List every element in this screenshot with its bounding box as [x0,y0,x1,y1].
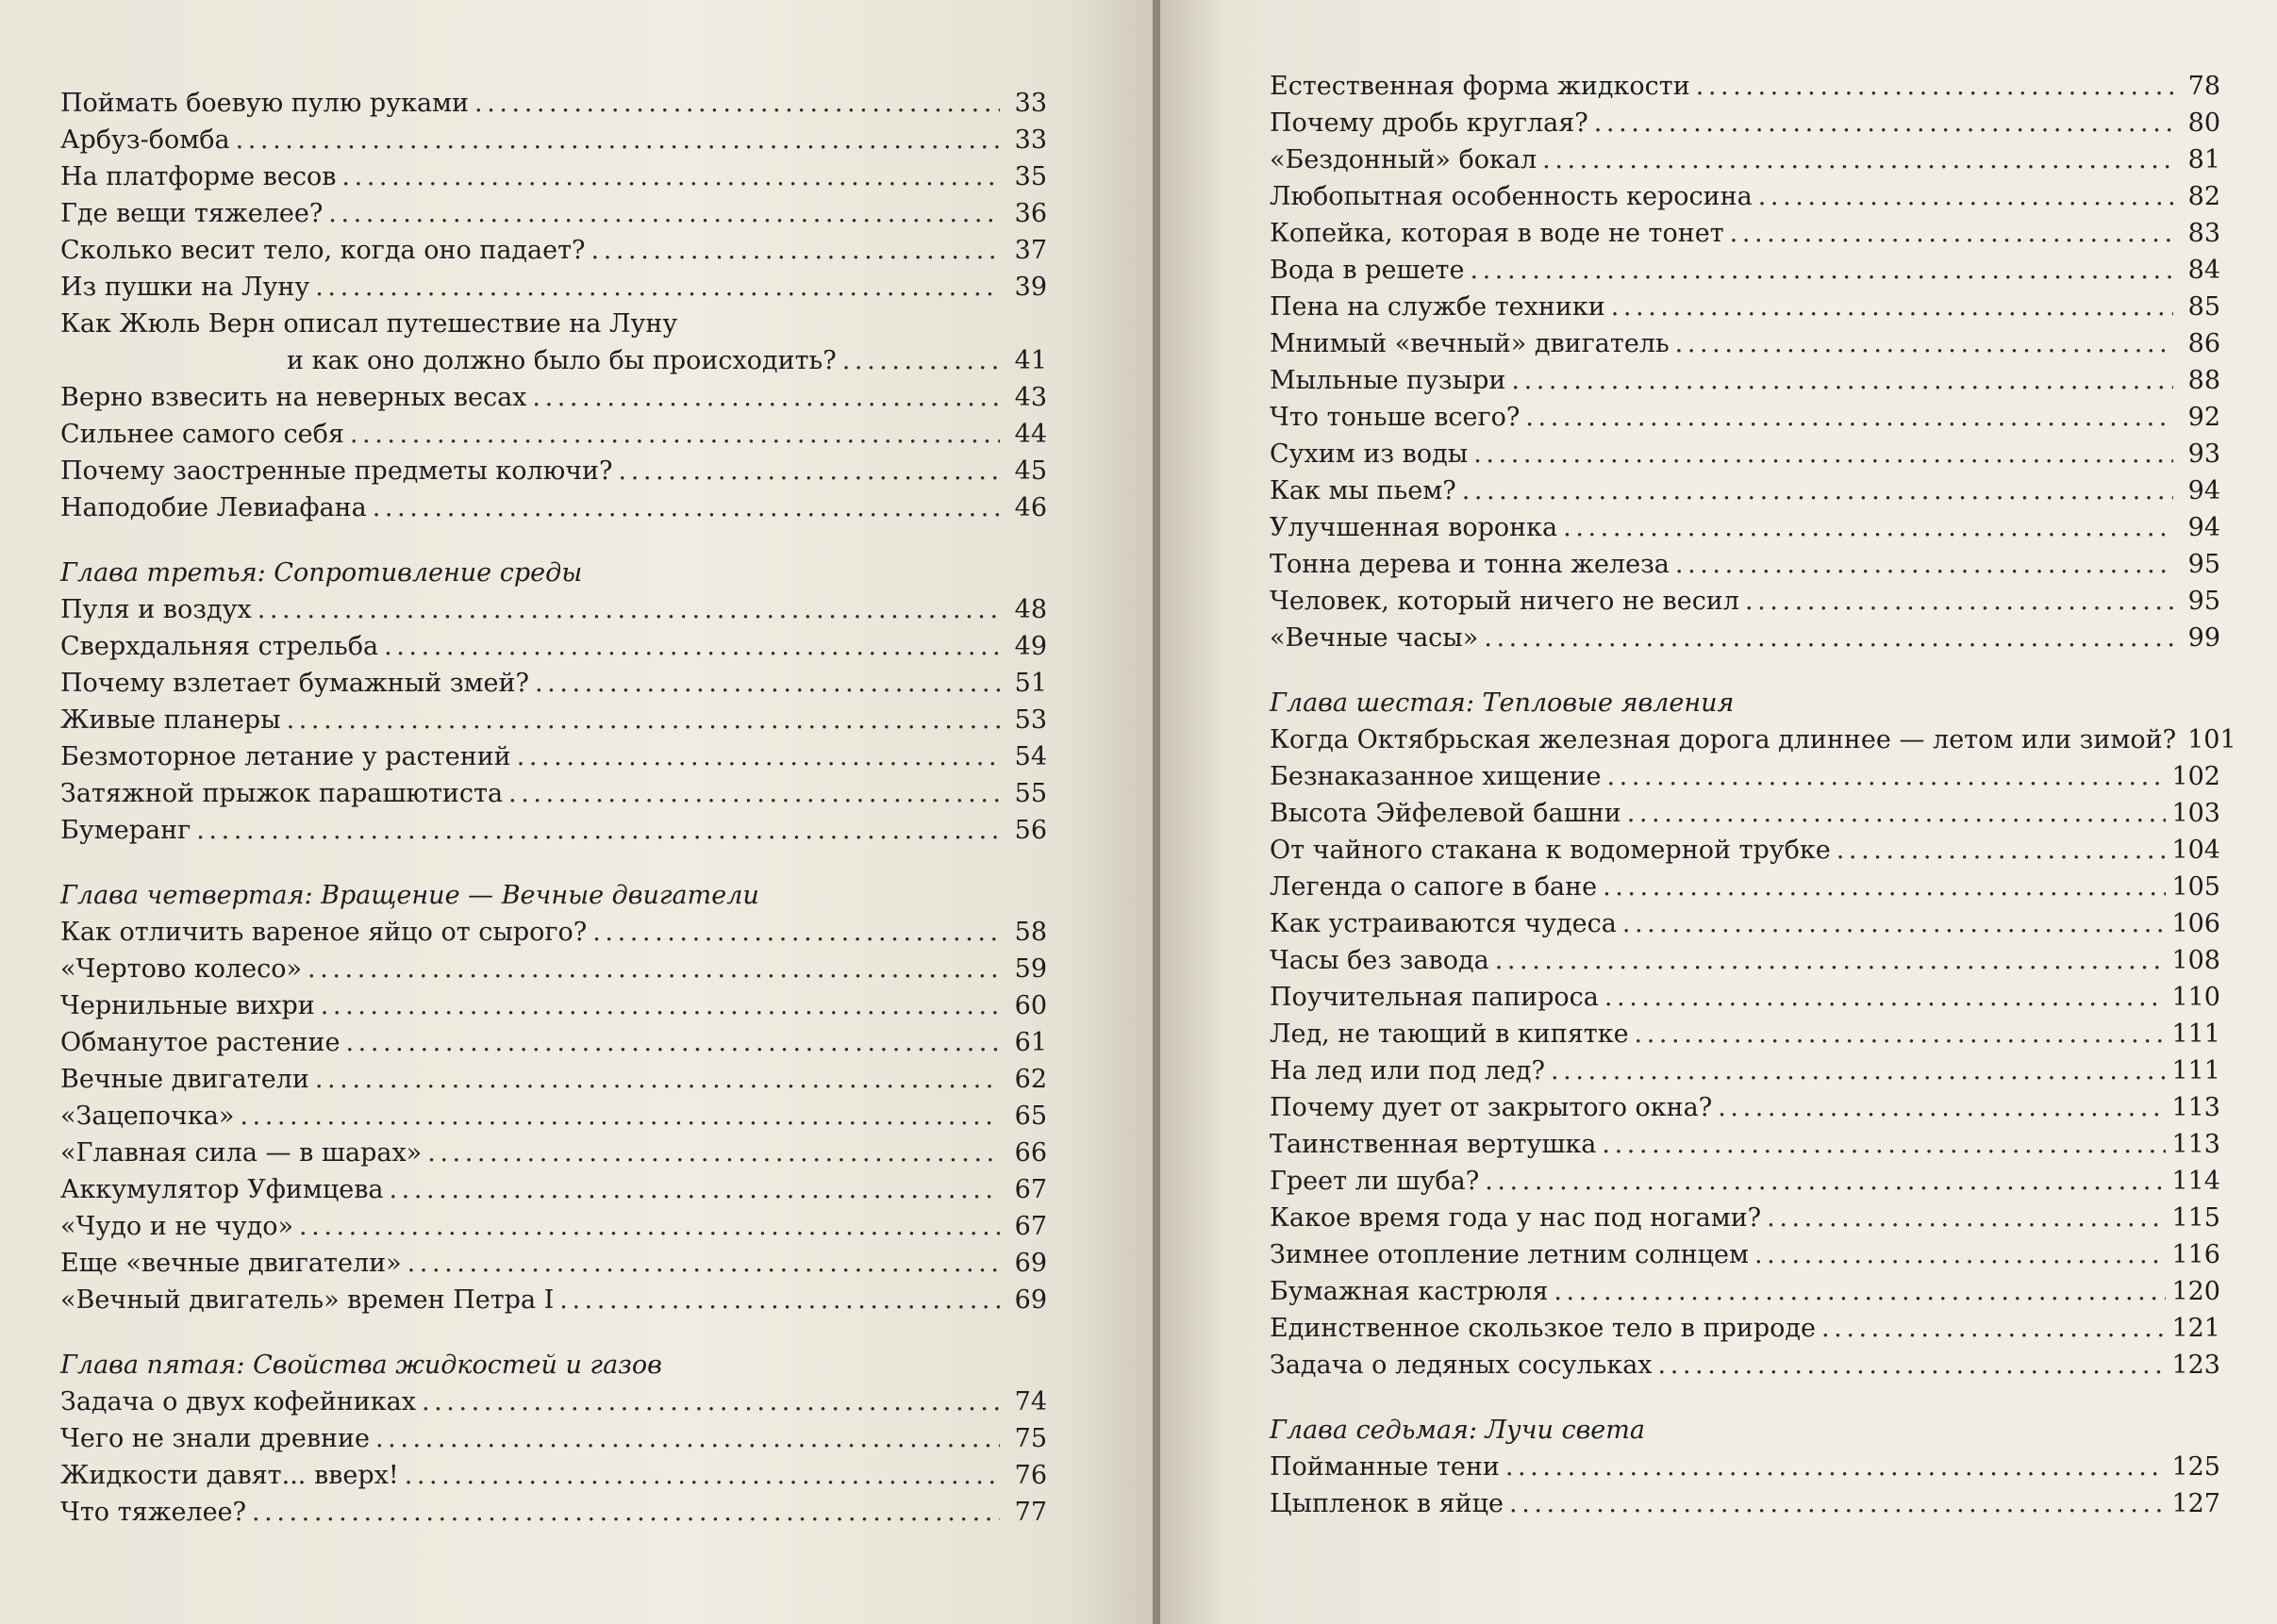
chapter-heading: Глава третья: Сопротивление среды [60,558,583,588]
toc-list-left-a [60,85,1047,526]
toc-entry[interactable]: Жидкости давят... вверх! . . . 76 [60,1457,1047,1494]
toc-entry[interactable]: «Чертово колесо» . . . 59 [60,951,1047,987]
toc-list-chapter5 [60,1384,1047,1531]
toc-entry[interactable]: Бумеранг . . . 56 [60,812,1047,849]
toc-entry[interactable]: Зимнее отопление летним солнцем . . . 116 [1270,1236,2220,1273]
toc-entry[interactable]: Мнимый «вечный» двигатель . . . 86 [1270,325,2220,362]
toc-entry[interactable]: Единственное скользкое тело в природе . . . 121 [1270,1310,2220,1347]
toc-entry[interactable]: Аккумулятор Уфимцева . . . 67 [60,1171,1047,1208]
toc-entry-jules-verne-line1[interactable]: Как Жюль Верн описал путешествие на Луну [60,309,678,339]
toc-entry[interactable]: Как мы пьем? . . . 94 [1270,472,2220,509]
chapter-heading: Глава четвертая: Вращение — Вечные двигатели [60,881,759,910]
toc-entry[interactable]: Чернильные вихри . . . 60 [60,987,1047,1024]
toc-entry[interactable]: Когда Октябрьская железная дорога длиннее — летом или зимой? 101 [1270,725,2236,754]
toc-entry[interactable]: Бумажная кастрюля . . . 120 [1270,1273,2220,1310]
toc-entry-jules-verne-line2[interactable]: и как оно должно было бы происходить? . . . 41 [60,342,1047,379]
toc-entry[interactable]: Пуля и воздух . . . 48 [60,591,1047,628]
toc-entry[interactable]: От чайного стакана к водомерной трубке . . . 104 [1270,832,2220,869]
toc-entry[interactable]: Какое время года у нас под ногами? . . . 115 [1270,1200,2220,1236]
toc-entry[interactable]: Что тяжелее? . . . 77 [60,1494,1047,1531]
toc-entry[interactable]: Затяжной прыжок парашютиста . . . 55 [60,775,1047,812]
toc-entry[interactable]: Сильнее самого себя . . . 44 [60,416,1047,453]
toc-entry[interactable]: Безмоторное летание у растений . . . 54 [60,738,1047,775]
toc-entry[interactable]: Таинственная вертушка . . . 113 [1270,1126,2220,1163]
toc-entry[interactable]: «Вечный двигатель» времен Петра I . . . 69 [60,1282,1047,1318]
toc-entry[interactable]: Чего не знали древние . . . 75 [60,1420,1047,1457]
toc-entry[interactable]: Высота Эйфелевой башни . . . 103 [1270,795,2220,832]
toc-entry[interactable]: Задача о ледяных сосульках . . . 123 [1270,1347,2220,1384]
toc-entry[interactable]: Как устраиваются чудеса . . . 106 [1270,905,2220,942]
toc-list-chapter6 [1270,721,2236,1384]
toc-entry[interactable]: Мыльные пузыри . . . 88 [1270,362,2220,399]
toc-entry[interactable]: Почему дробь круглая? . . . 80 [1270,105,2220,141]
toc-list-chapter3 [60,591,1047,849]
toc-entry[interactable]: Наподобие Левиафана . . . 46 [60,489,1047,526]
toc-entry[interactable]: «Зацепочка» . . . 65 [60,1098,1047,1135]
right-page [1160,0,2277,1624]
book-gutter [1153,0,1160,1624]
toc-entry[interactable]: Верно взвесить на неверных весах . . . 43 [60,379,1047,416]
toc-entry[interactable]: Часы без завода . . . 108 [1270,942,2220,979]
toc-entry[interactable]: Где вещи тяжелее? . . . 36 [60,195,1047,232]
toc-entry[interactable]: Почему заостренные предметы колючи? . . . 45 [60,453,1047,489]
toc-entry[interactable]: «Чудо и не чудо» . . . 67 [60,1208,1047,1245]
toc-entry[interactable]: Поймать боевую пулю руками . . . 33 [60,85,1047,122]
toc-entry[interactable]: На платформе весов . . . 35 [60,158,1047,195]
toc-entry[interactable]: Как отличить вареное яйцо от сырого? . . . 58 [60,914,1047,951]
toc-entry[interactable]: Поучительная папироса . . . 110 [1270,979,2220,1016]
toc-entry[interactable]: Пойманные тени . . . 125 [1270,1449,2220,1485]
toc-entry[interactable]: Безнаказанное хищение . . . 102 [1270,758,2220,795]
toc-entry[interactable]: Сколько весит тело, когда оно падает? . . . 37 [60,232,1047,269]
toc-entry[interactable]: Цыпленок в яйце . . . 127 [1270,1485,2220,1522]
toc-entry[interactable]: Вода в решете . . . 84 [1270,252,2220,289]
toc-entry[interactable]: Человек, который ничего не весил . . . 95 [1270,583,2220,620]
toc-entry[interactable]: Почему дует от закрытого окна? . . . 113 [1270,1089,2220,1126]
toc-entry[interactable]: Что тоньше всего? . . . 92 [1270,399,2220,436]
toc-list-chapter7 [1270,1449,2220,1522]
toc-entry[interactable]: Улучшенная воронка . . . 94 [1270,509,2220,546]
toc-entry[interactable]: «Бездонный» бокал . . . 81 [1270,141,2220,178]
toc-entry[interactable]: Легенда о сапоге в бане . . . 105 [1270,869,2220,905]
toc-entry[interactable]: Копейка, которая в воде не тонет . . . 83 [1270,215,2220,252]
toc-entry[interactable]: Арбуз-бомба . . . 33 [60,122,1047,158]
toc-entry[interactable]: Греет ли шуба? . . . 114 [1270,1163,2220,1200]
toc-entry[interactable]: Сухим из воды . . . 93 [1270,436,2220,472]
toc-entry[interactable]: Почему взлетает бумажный змей? . . . 51 [60,665,1047,702]
toc-entry[interactable]: Пена на службе техники . . . 85 [1270,289,2220,325]
toc-entry[interactable]: Еще «вечные двигатели» . . . 69 [60,1245,1047,1282]
chapter-heading: Глава шестая: Тепловые явления [1270,688,1735,718]
toc-list-chapter4 [60,914,1047,1318]
toc-entry[interactable]: Из пушки на Луну . . . 39 [60,269,1047,306]
toc-entry[interactable]: Лед, не тающий в кипятке . . . 111 [1270,1016,2220,1052]
toc-entry[interactable]: «Главная сила — в шарах» . . . 66 [60,1135,1047,1171]
toc-list-right-a [1270,68,2220,656]
toc-entry[interactable]: Тонна дерева и тонна железа . . . 95 [1270,546,2220,583]
toc-entry[interactable]: Задача о двух кофейниках . . . 74 [60,1384,1047,1420]
toc-entry[interactable]: «Вечные часы» . . . 99 [1270,620,2220,656]
toc-entry[interactable]: На лед или под лед? . . . 111 [1270,1052,2220,1089]
toc-entry[interactable]: Любопытная особенность керосина . . . 82 [1270,178,2220,215]
toc-entry[interactable]: Обманутое растение . . . 61 [60,1024,1047,1061]
chapter-heading: Глава пятая: Свойства жидкостей и газов [60,1351,662,1380]
toc-entry[interactable]: Вечные двигатели . . . 62 [60,1061,1047,1098]
toc-entry[interactable]: Сверхдальняя стрельба . . . 49 [60,628,1047,665]
toc-entry[interactable]: Живые планеры . . . 53 [60,702,1047,738]
chapter-heading: Глава седьмая: Лучи света [1270,1416,1645,1445]
toc-entry[interactable]: Естественная форма жидкости . . . 78 [1270,68,2220,105]
